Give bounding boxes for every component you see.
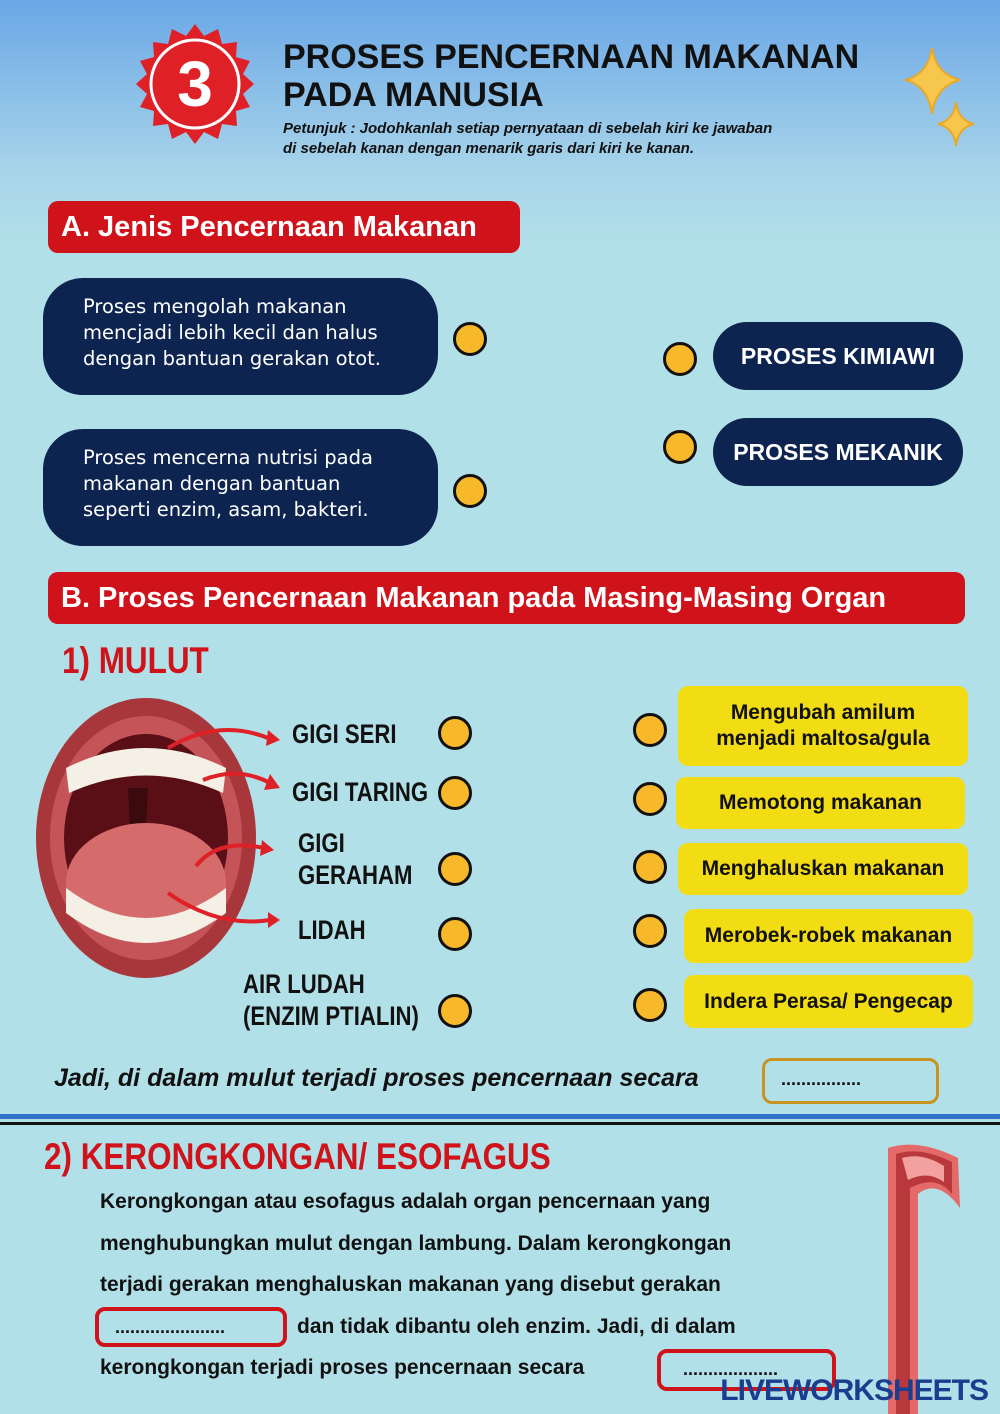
label-gigi-geraham-line-2: GERAHAM <box>298 860 413 890</box>
section-b-title: B. Proses Pencernaan Makanan pada Masing-Masing Organ <box>48 572 965 624</box>
match-dot-answer-kimiawi[interactable] <box>663 342 697 376</box>
match-dot-answer-mekanik[interactable] <box>663 430 697 464</box>
number-badge <box>133 22 257 146</box>
match-dot-indera-perasa[interactable] <box>633 988 667 1022</box>
statement-card-1 <box>43 278 438 395</box>
answer-mengubah-amilum-line-2: menjadi maltosa/gula <box>716 727 930 750</box>
liveworksheets-logo[interactable]: LIVEWORKSHEETS <box>720 1374 988 1407</box>
instruction-line-2: di sebelah kanan dengan menarik garis dari kiri ke kanan. <box>283 140 694 157</box>
esofagus-line-1: Kerongkongan atau esofagus adalah organ pencernaan yang <box>100 1190 711 1213</box>
section-divider-line <box>0 1122 1000 1125</box>
label-gigi-geraham <box>298 827 412 891</box>
label-lidah: LIDAH <box>298 915 366 945</box>
match-dot-statement-1[interactable] <box>453 322 487 356</box>
label-air-ludah-line-2: (ENZIM PTIALIN) <box>243 1001 419 1031</box>
statement-2-line-3: seperti enzim, asam, bakteri. <box>83 498 369 521</box>
answer-indera-perasa: Indera Perasa/ Pengecap <box>684 975 973 1028</box>
match-dot-gigi-seri[interactable] <box>438 716 472 750</box>
answer-mengubah-amilum <box>678 686 968 766</box>
instructions <box>283 119 903 159</box>
instruction-line-1: Petunjuk : Jodohkanlah setiap pernyataan di sebelah kiri ke jawaban <box>283 120 773 137</box>
statement-2-line-1: Proses mencerna nutrisi pada <box>83 446 373 469</box>
match-dot-menghaluskan[interactable] <box>633 850 667 884</box>
statement-1-line-1: Proses mengolah makanan <box>83 295 347 318</box>
badge-number: 3 <box>177 48 213 120</box>
match-dot-memotong[interactable] <box>633 782 667 816</box>
match-dot-mengubah-amilum[interactable] <box>633 713 667 747</box>
mulut-answer-blank[interactable]: ................ <box>762 1058 939 1104</box>
match-dot-air-ludah[interactable] <box>438 994 472 1028</box>
match-dot-lidah[interactable] <box>438 917 472 951</box>
match-dot-gigi-geraham[interactable] <box>438 852 472 886</box>
title-line-1: PROSES PENCERNAAN MAKANAN <box>283 38 860 76</box>
answer-memotong-makanan: Memotong makanan <box>676 777 965 829</box>
match-dot-merobek[interactable] <box>633 914 667 948</box>
statement-1-line-2: mencjadi lebih kecil dan halus <box>83 321 378 344</box>
label-air-ludah-line-1: AIR LUDAH <box>243 969 365 999</box>
esofagus-line-2: menghubungkan mulut dengan lambung. Dalam kerongkongan <box>100 1231 732 1255</box>
answer-menghaluskan-makanan: Menghaluskan makanan <box>678 843 968 895</box>
answer-merobek-makanan: Merobek-robek makanan <box>684 909 973 963</box>
esofagus-line-3: terjadi gerakan menghaluskan makanan yang disebut gerakan <box>100 1273 721 1296</box>
label-air-ludah <box>243 968 419 1032</box>
statement-2-line-2: makanan dengan bantuan <box>83 472 341 495</box>
statement-card-2 <box>43 429 438 546</box>
page-title <box>283 38 923 114</box>
match-dot-gigi-taring[interactable] <box>438 776 472 810</box>
match-dot-statement-2[interactable] <box>453 474 487 508</box>
answer-proses-kimiawi: PROSES KIMIAWI <box>713 322 963 390</box>
label-gigi-taring: GIGI TARING <box>292 777 429 807</box>
sparkle-icon <box>902 44 982 154</box>
section-a-title: A. Jenis Pencernaan Makanan <box>48 201 520 253</box>
esofagus-title: 2) KERONGKONGAN/ ESOFAGUS <box>44 1136 551 1177</box>
title-line-2: PADA MANUSIA <box>283 76 544 114</box>
label-gigi-seri: GIGI SERI <box>292 719 397 749</box>
answer-proses-mekanik: PROSES MEKANIK <box>713 418 963 486</box>
esophagus-illustration <box>878 1138 968 1414</box>
esofagus-line-5: kerongkongan terjadi proses pencernaan secara <box>100 1356 585 1379</box>
label-gigi-geraham-line-1: GIGI <box>298 828 345 858</box>
statement-1-line-3: dengan bantuan gerakan otot. <box>83 347 381 370</box>
mulut-title: 1) MULUT <box>62 640 209 681</box>
esofagus-line-4: dan tidak dibantu oleh enzim. Jadi, di dalam <box>297 1314 736 1338</box>
section-divider <box>0 1114 1000 1119</box>
esofagus-blank-gerakan[interactable]: ...................... <box>95 1307 287 1347</box>
mouth-illustration <box>18 688 288 988</box>
esofagus-blank-secara[interactable]: ................... <box>657 1349 836 1391</box>
mulut-conclusion: Jadi, di dalam mulut terjadi proses pencernaan secara <box>54 1064 699 1092</box>
answer-mengubah-amilum-line-1: Mengubah amilum <box>730 701 916 724</box>
